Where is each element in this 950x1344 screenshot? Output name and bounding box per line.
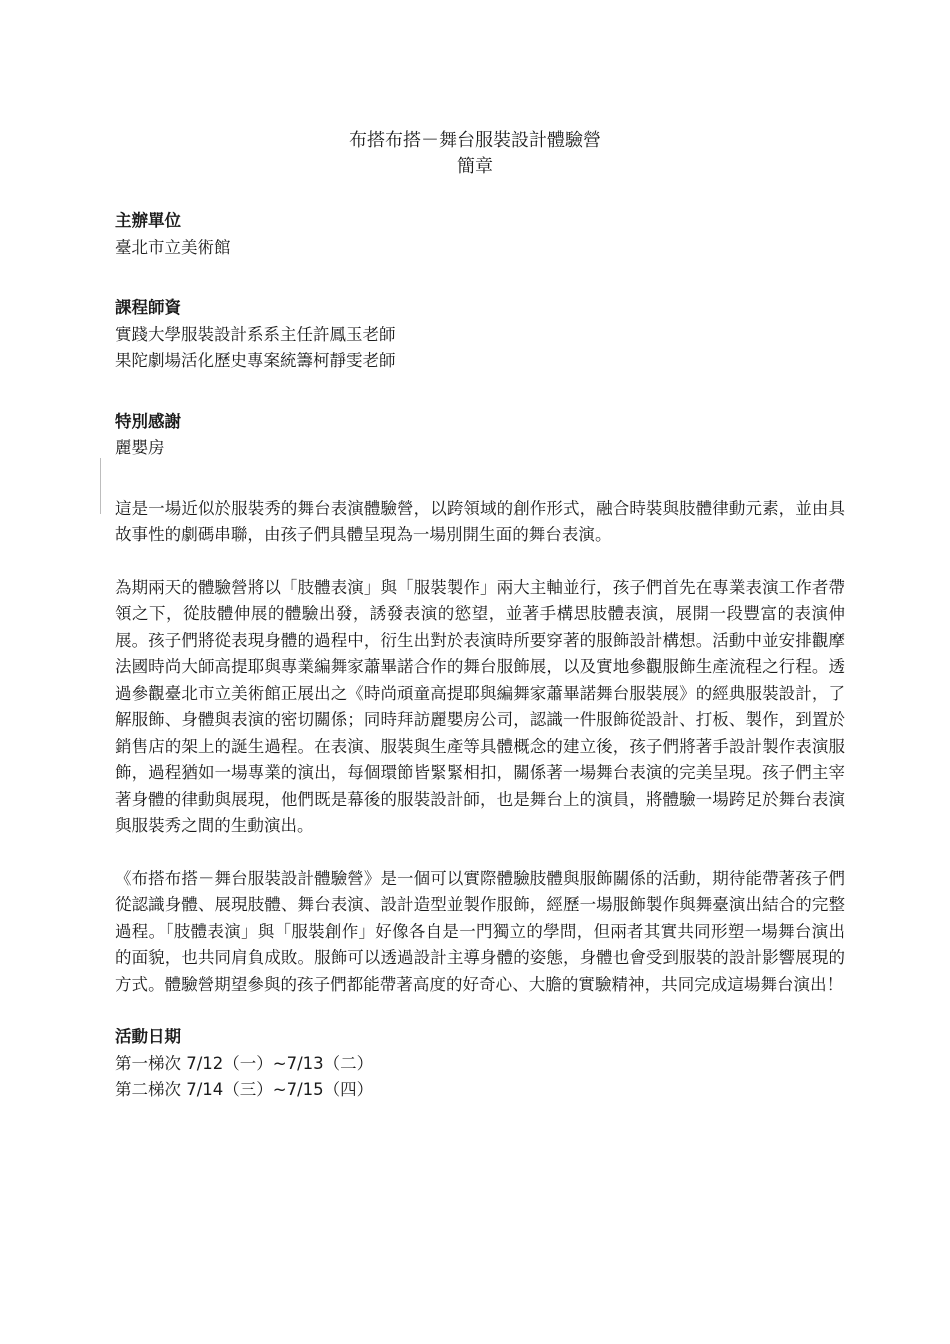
program-paragraph: 為期兩天的體驗營將以「肢體表演」與「服裝製作」兩大主軸並行，孩子們首先在專業表演工作者帶領之下，從肢體伸展的體驗出發，誘發表演的慾望，並著手構思肢體表演，展開一段豐富的表演伸展。孩子們將從表現身體的過程中，衍生出對於表演時所要穿著的服飾設計構想。活動中並安排觀摩法國時尚大師高提耶與專業編舞家蕭畢諾合作的舞台服飾展，以及實地參觀服飾生產流程之行程。透過參觀臺北市立美術館正展出之《時尚頑童高提耶與編舞家蕭畢諾舞台服裝展》的經典服裝設計，了解服飾、身體與表演的密切關係；同時拜訪麗嬰房公司，認識一件服飾從設計、打板、製作，到置於銷售店的架上的誕生過程。在表演、服裝與生產等具體概念的建立後，孩子們將著手設計製作表演服飾，過程猶如一場專業的演出，每個環節皆緊緊相扣，關係著一場舞台表演的完美呈現。孩子們主宰著身體的律動與展現，他們既是幕後的服裝設計師，也是舞台上的演員，將體驗一場跨足於舞台表演與服裝秀之間的生動演出。	[115, 577, 845, 835]
instructors-heading: 課程師資	[115, 298, 181, 317]
instructor-1: 實踐大學服裝設計系系主任許鳳玉老師	[115, 324, 396, 344]
instructor-2: 果陀劇場活化歷史專案統籌柯靜雯老師	[115, 351, 396, 370]
summary-paragraph: 《布搭布搭－舞台服裝設計體驗營》是一個可以實際體驗肢體與服飾關係的活動，期待能帶著孩子們從認識身體、展現肢體、舞台表演、設計造型並製作服飾，經歷一場服飾製作與舞臺演出結合的完整過程。「肢體表演」與「服裝創作」好像各自是一門獨立的學問，但兩者其實共同形塑一場舞台演出的面貌，也共同肩負成敗。服飾可以透過設計主導身體的姿態，身體也會受到服裝的設計影響展現的方式。體驗營期望參與的孩子們都能帶著高度的好奇心、大膽的實驗精神，共同完成這場舞台演出！	[115, 868, 845, 994]
intro-paragraph: 這是一場近似於服裝秀的舞台表演體驗營，以跨領域的創作形式，融合時裝與肢體律動元素，並由具故事性的劇碼串聯，由孩子們具體呈現為一場別開生面的舞台表演。	[115, 498, 845, 544]
organizer-heading: 主辦單位	[115, 211, 181, 230]
title-block	[0, 128, 950, 180]
section-dates	[115, 1024, 845, 1104]
dates-heading: 活動日期	[115, 1027, 181, 1046]
thanks-name: 麗嬰房	[115, 438, 165, 457]
document-body	[115, 208, 845, 1130]
thanks-heading: 特別感謝	[115, 411, 181, 431]
date-session-1: 第一梯次 7/12（一）~7/13（二）	[115, 1053, 374, 1073]
document-title: 布搭布搭－舞台服裝設計體驗營	[349, 130, 601, 151]
text-cursor-mark	[100, 458, 101, 514]
section-instructors	[115, 295, 845, 375]
organizer-name: 臺北市立美術館	[115, 237, 231, 257]
date-session-2: 第二梯次 7/14（三）~7/15（四）	[115, 1080, 374, 1099]
section-organizer	[115, 208, 845, 261]
section-thanks	[115, 409, 845, 462]
document-subtitle: 簡章	[457, 156, 493, 177]
